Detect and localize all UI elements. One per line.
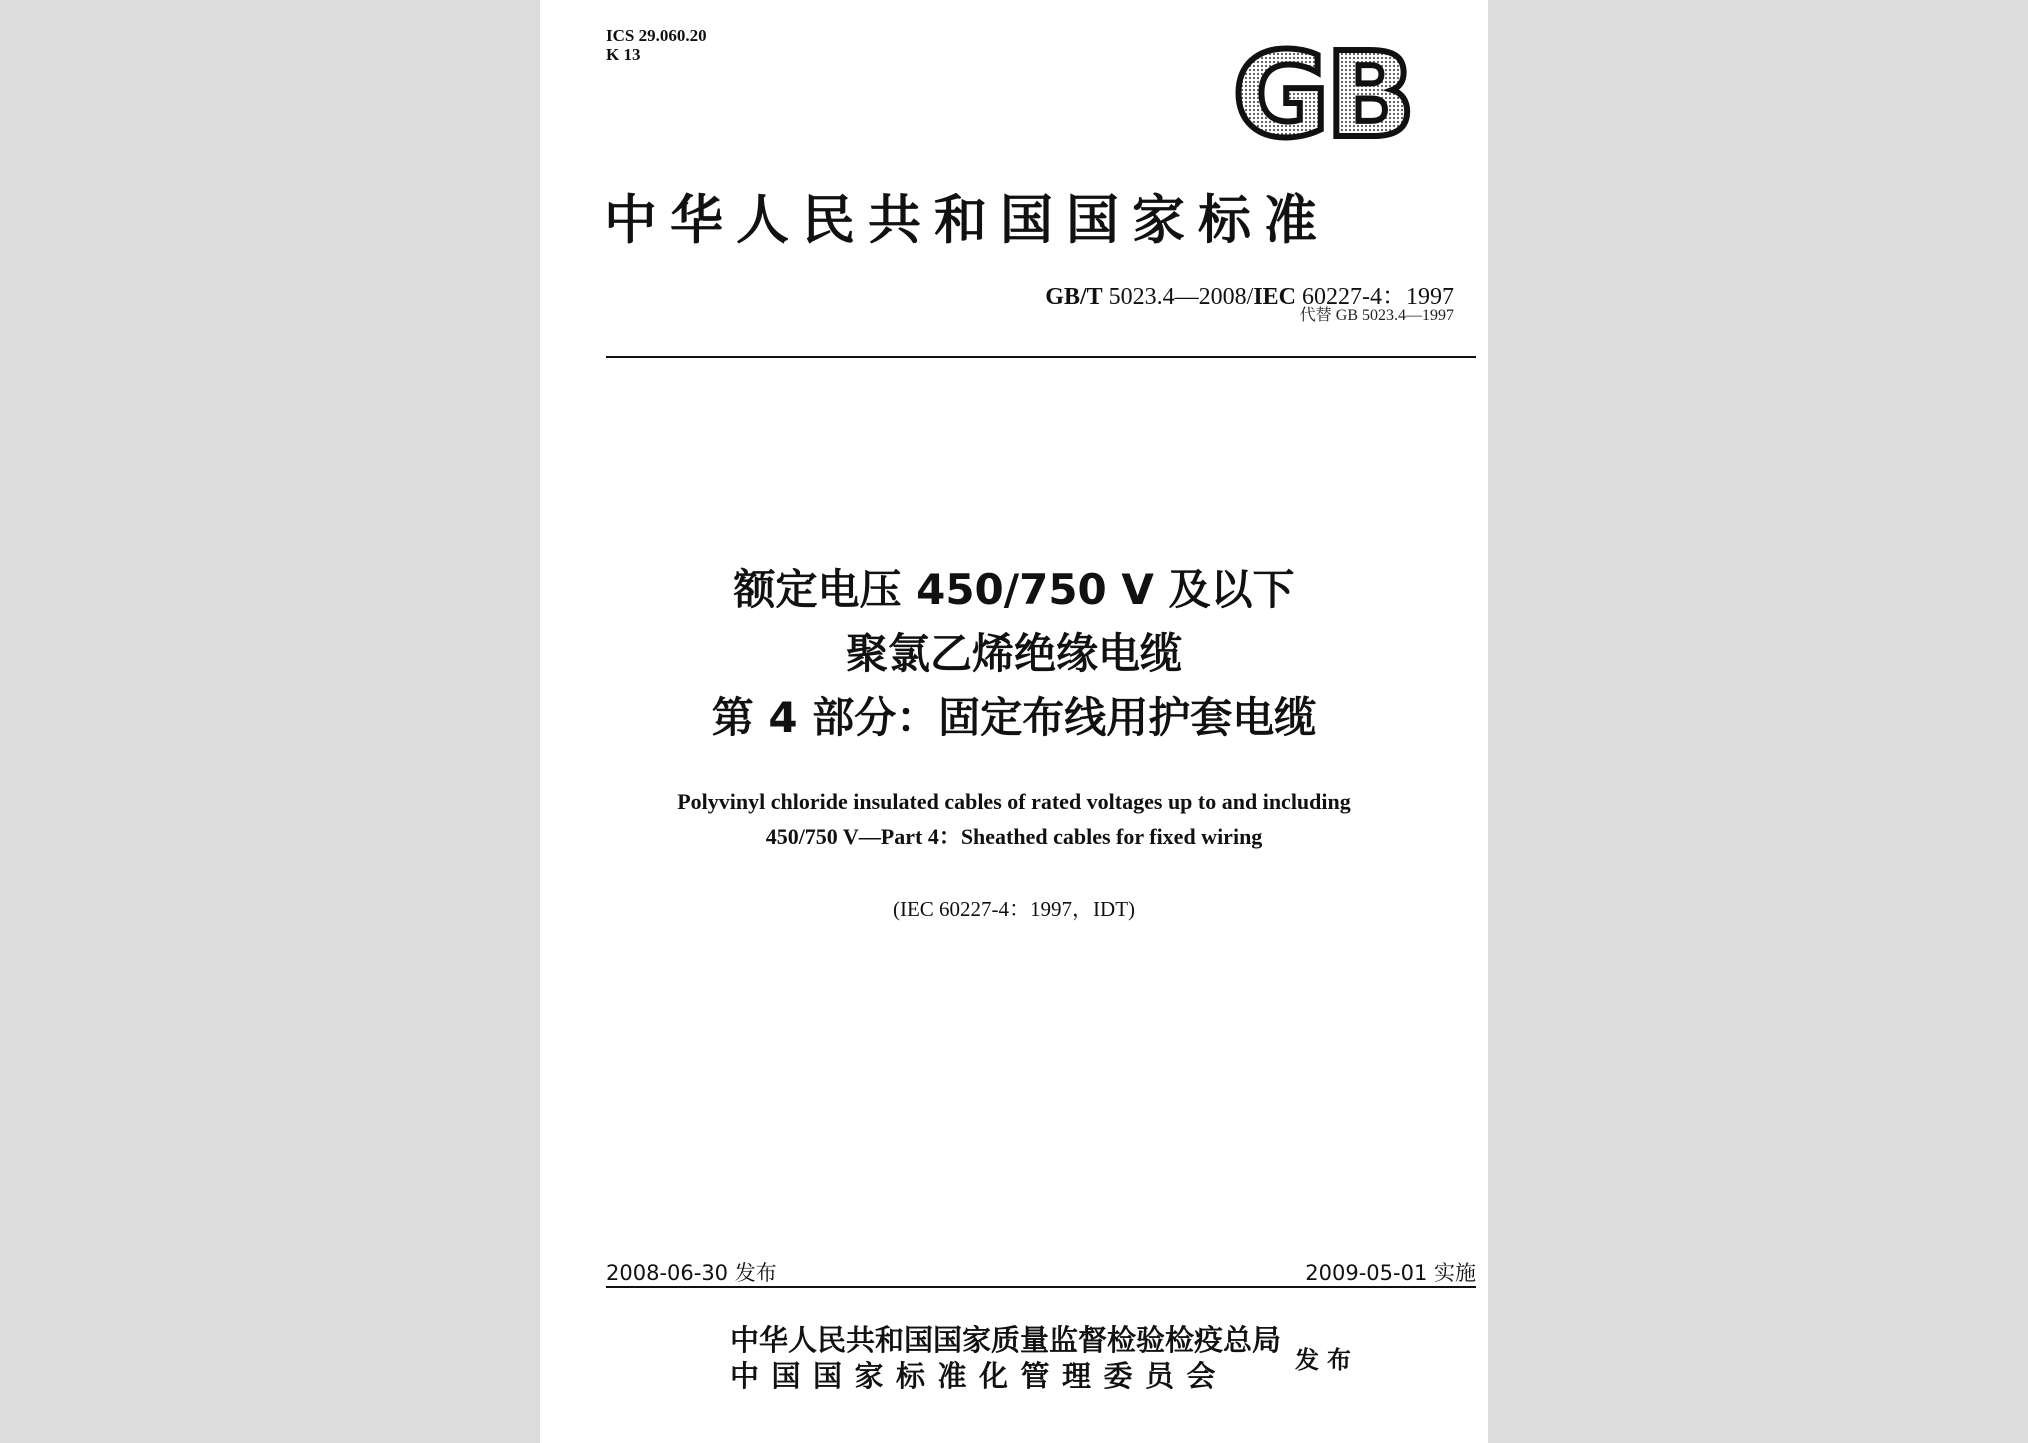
header-divider (606, 356, 1476, 358)
chinese-title (540, 558, 1488, 750)
ics-code: ICS 29.060.20 (606, 26, 707, 45)
implementation-date: 2009-05-01 实施 (1305, 1261, 1476, 1285)
replaces-standard: 代替 GB 5023.4—1997 (1299, 307, 1454, 324)
chinese-title-line3: 第 4 部分：固定布线用护套电缆 (711, 693, 1317, 742)
classification-code: K 13 (606, 45, 641, 64)
chinese-title-line2: 聚氯乙烯绝缘电缆 (845, 629, 1182, 678)
document-page (540, 0, 1488, 1443)
gb-logo (1212, 40, 1432, 150)
issue-date: 2008-06-30 发布 (606, 1261, 777, 1285)
iec-number-rest: 60227-4：1997 (1296, 284, 1454, 310)
issuing-authorities (730, 1322, 1281, 1394)
standard-number-rest: 5023.4—2008/ (1102, 284, 1254, 310)
english-title-line1: Polyvinyl chloride insulated cables of rated voltages up to and including (677, 789, 1351, 814)
english-title-line2: 450/750 V—Part 4：Sheathed cables for fixed wiring (765, 824, 1263, 849)
standard-prefix: GB/T (1045, 284, 1103, 310)
chinese-title-line1: 额定电压 450/750 V 及以下 (733, 565, 1295, 614)
iec-prefix: IEC (1253, 284, 1296, 310)
issuer-line2: 中国国家标准化管理委员会 (730, 1359, 1229, 1393)
issuer-line1: 中华人民共和国国家质量监督检验检疫总局 (730, 1323, 1282, 1357)
ics-code-block (606, 26, 707, 64)
footer-divider (606, 1286, 1476, 1288)
iec-equivalence: (IEC 60227-4：1997，IDT) (892, 897, 1136, 921)
gb-logo-text: GB (1232, 40, 1412, 150)
national-standard-title: 中华人民共和国国家标准 (604, 190, 1330, 251)
release-label: 发布 (1295, 1346, 1359, 1374)
english-title (540, 784, 1488, 854)
